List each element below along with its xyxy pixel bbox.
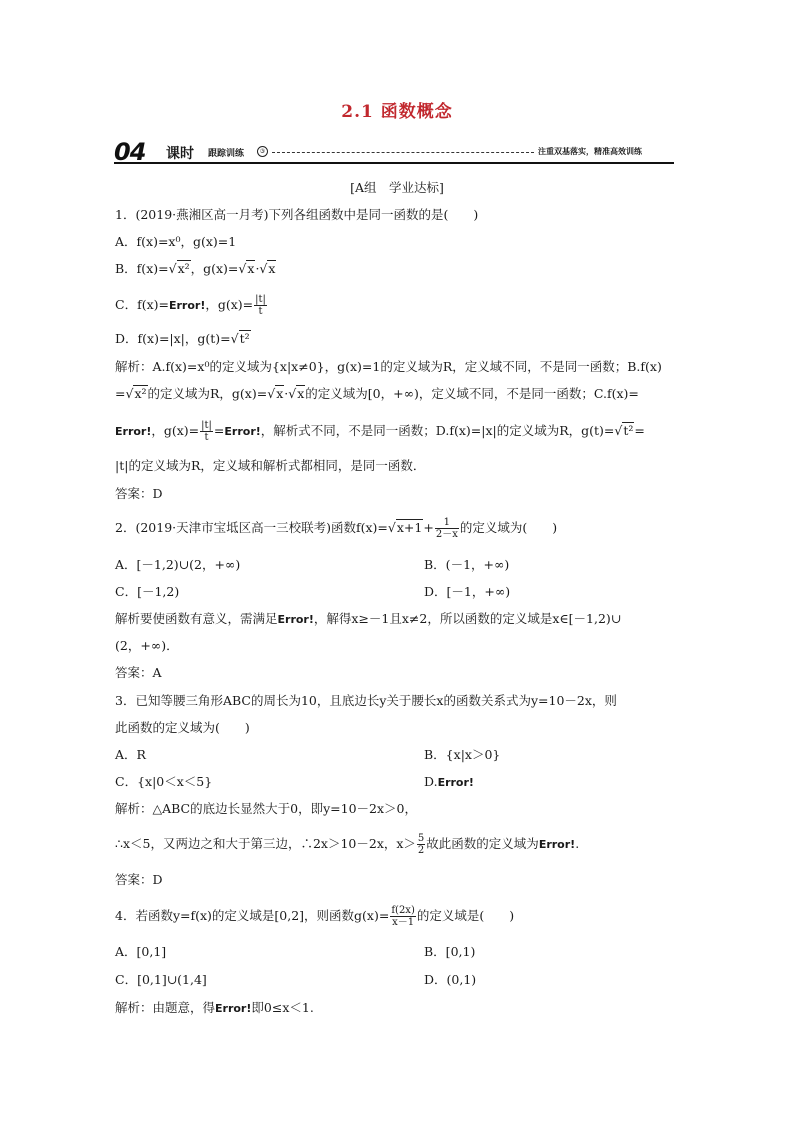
q3-sol2-fraction: [417, 833, 425, 856]
q1-option-b: B．f(x)=√x²，g(x)=√x·√x: [115, 261, 276, 276]
q4-stem-den: x－1: [392, 917, 415, 928]
q3-d-error: Error!: [437, 776, 474, 789]
q1-solution-line4: |t|的定义域为R，定义域和解析式都相同，是同一函数．: [115, 458, 426, 473]
q2-solution-line1: [115, 611, 621, 628]
q1-b-pre: B．f(x)=: [115, 261, 169, 276]
banner-slogan: 注重双基落实，精准高效训练: [538, 147, 642, 156]
q2-stem-plus: +: [423, 520, 434, 535]
q2-option-c: C．[－1,2): [115, 584, 180, 599]
q3-sol2-end: .: [575, 836, 580, 851]
lesson-banner: [114, 137, 674, 167]
q4-option-b: B．[0,1): [424, 944, 476, 959]
q1-option-a: A．f(x)=x⁰，g(x)=1: [115, 234, 237, 249]
q1-sol3-eq: =: [213, 423, 225, 438]
q3-option-c: C．{x|0＜x＜5}: [115, 774, 213, 789]
q2-answer: 答案：A: [115, 665, 162, 680]
q2-stem-pre: 2．(2019·天津市宝坻区高一三校联考)函数f(x)=: [115, 520, 388, 535]
q1-c-fraction: [254, 294, 267, 317]
q4-stem-post: 的定义域是( ): [416, 908, 515, 923]
q4-option-a: A．[0,1]: [115, 944, 167, 959]
q1-option-d: D．f(x)=|x|，g(t)=√t²: [115, 331, 250, 346]
banner-circle-icon: ③: [257, 146, 268, 157]
q4-sol-post: 即0≤x＜1.: [251, 1000, 314, 1015]
q3-option-a: A．R: [115, 747, 146, 762]
q1-sol2-root2: x: [276, 386, 284, 401]
q1-sol3-root: t²: [623, 423, 634, 438]
banner-dashed-line: [272, 152, 534, 153]
q3-solution-line1: 解析：△ABC的底边长显然大于0，即y=10－2x＞0，: [115, 801, 417, 816]
q2-sol1-pre: 解析要使函数有意义，需满足: [115, 611, 278, 626]
q1-solution-line1: 解析：A.f(x)=x⁰的定义域为{x|x≠0}，g(x)=1的定义域为R，定义域不同，不是同一函数；B.f(x): [115, 359, 662, 374]
q1-b-dot: ·: [255, 261, 260, 276]
banner-word: 课时: [166, 146, 194, 162]
q3-sol2-mid: 故此函数的定义域为: [426, 836, 539, 851]
q4-solution: [115, 1000, 314, 1017]
q1-option-c: [115, 292, 268, 319]
q1-stem: 1．(2019·燕湘区高一月考)下列各组函数中是同一函数的是( ): [115, 207, 479, 222]
q3-sol2-num: 5: [417, 833, 425, 844]
q3-sol2-error: Error!: [538, 838, 576, 851]
q1-sol3-den: t: [204, 432, 209, 443]
q1-c-num: |t|: [255, 294, 266, 305]
q4-stem: [115, 903, 514, 929]
page-title: 2.1 函数概念: [341, 102, 453, 122]
q1-c-mid: ，g(x)=: [205, 297, 254, 312]
q1-sol2-post: 的定义域为[0，+∞)，定义域不同，不是同一函数；C.f(x)=: [305, 386, 639, 401]
q1-b-root3: x: [268, 261, 276, 276]
q1-c-error: Error!: [168, 299, 206, 312]
q1-sol2-root1: x²: [134, 386, 147, 401]
q1-answer: 答案：D: [115, 486, 163, 501]
q3-sol2-den: 2: [417, 845, 425, 856]
q2-solution-line2: (2，+∞)．: [115, 638, 179, 653]
q1-d-root: t²: [239, 331, 250, 346]
banner-rule: [114, 162, 674, 164]
q3-answer: 答案：D: [115, 872, 163, 887]
q3-option-d: [424, 774, 474, 791]
q1-b-mid: ，g(x)=: [190, 261, 239, 276]
q4-sol-pre: 解析：由题意，得: [115, 1000, 216, 1015]
q4-stem-pre: 4．若函数y=f(x)的定义域是[0,2]，则函数g(x)=: [115, 908, 390, 923]
q2-stem-post: 的定义域为( ): [459, 520, 558, 535]
q2-option-b: B．(－1，+∞): [424, 557, 510, 572]
q2-stem: 2．(2019·天津市宝坻区高一三校联考)函数f(x)=√x+1+ $\frac{1}{2-x}$ 的定义域为( ): [115, 517, 558, 540]
q3-sol2-pre: ∴x＜5，又两边之和大于第三边，∴2x＞10－2x，x＞: [115, 836, 416, 851]
q3-stem-line2: 此函数的定义域为( ): [115, 720, 250, 735]
q2-sol1-error: Error!: [277, 613, 314, 626]
q3-d-pre: D.: [424, 774, 438, 789]
q1-sol3-end: =: [634, 423, 645, 438]
q1-c-den: t: [258, 306, 263, 317]
q1-sol2-mid: 的定义域为R，g(x)=: [147, 386, 268, 401]
q1-d-pre: D．f(x)=|x|，g(t)=: [115, 331, 231, 346]
q4-option-c: C．[0,1]∪(1,4]: [115, 972, 207, 987]
q1-sol2-pre: =: [115, 386, 126, 401]
banner-number: 04: [114, 138, 146, 166]
q1-solution-line2: =√x²的定义域为R，g(x)=√x·√x的定义域为[0，+∞)，定义域不同，不是同一函数；C.f(x)=: [115, 386, 639, 401]
q1-solution-line3: Error!，g(x)= $\frac{|t|}{t}$ =Error!，解析式不同，不是同一函数；D.f(x)=|x|的定义域为R，g(t)=√t²=: [115, 420, 645, 443]
q2-stem-root: x+1: [396, 520, 423, 535]
q4-sol-error: Error!: [215, 1002, 252, 1015]
q4-stem-num: f(2x): [391, 905, 415, 916]
q1-sol3-post: ，解析式不同，不是同一函数；D.f(x)=|x|的定义域为R，g(t)=: [260, 423, 615, 438]
q2-stem-den: 2－x: [435, 529, 458, 540]
q2-sol1-post: ，解得x≥－1且x≠2，所以函数的定义域是x∈[－1,2)∪: [313, 611, 622, 626]
q1-sol3-mid: ，g(x)=: [151, 423, 200, 438]
q3-option-b: B．{x|x＞0}: [424, 747, 501, 762]
q2-option-a: A．[－1,2)∪(2，+∞): [115, 557, 241, 572]
q2-stem-num: 1: [435, 517, 459, 529]
q1-sol3-num: |t|: [201, 420, 212, 431]
q2-option-d: D．[－1，+∞): [424, 584, 511, 599]
q1-sol2-root3: x: [297, 386, 305, 401]
q1-sol2-dot: ·: [284, 386, 289, 401]
q1-sol3-error2: Error!: [224, 425, 261, 438]
q4-stem-fraction: [390, 905, 416, 928]
q1-sol3-error1: Error!: [115, 425, 152, 438]
q3-solution-line2: [115, 831, 579, 858]
section-heading: [A组 学业达标]: [350, 180, 444, 195]
q2-stem-fraction: [435, 517, 459, 540]
q3-stem-line1: 3．已知等腰三角形ABC的周长为10，且底边长y关于腰长x的函数关系式为y=10－2x，则: [115, 693, 617, 708]
q1-b-root1: x²: [177, 261, 190, 276]
banner-subtitle: 跟踪训练: [208, 149, 245, 159]
q1-b-root2: x: [247, 261, 255, 276]
q1-c-pre: C．f(x)=: [115, 297, 169, 312]
q1-sol3-fraction: [200, 420, 213, 443]
q4-option-d: D．(0,1): [424, 972, 477, 987]
